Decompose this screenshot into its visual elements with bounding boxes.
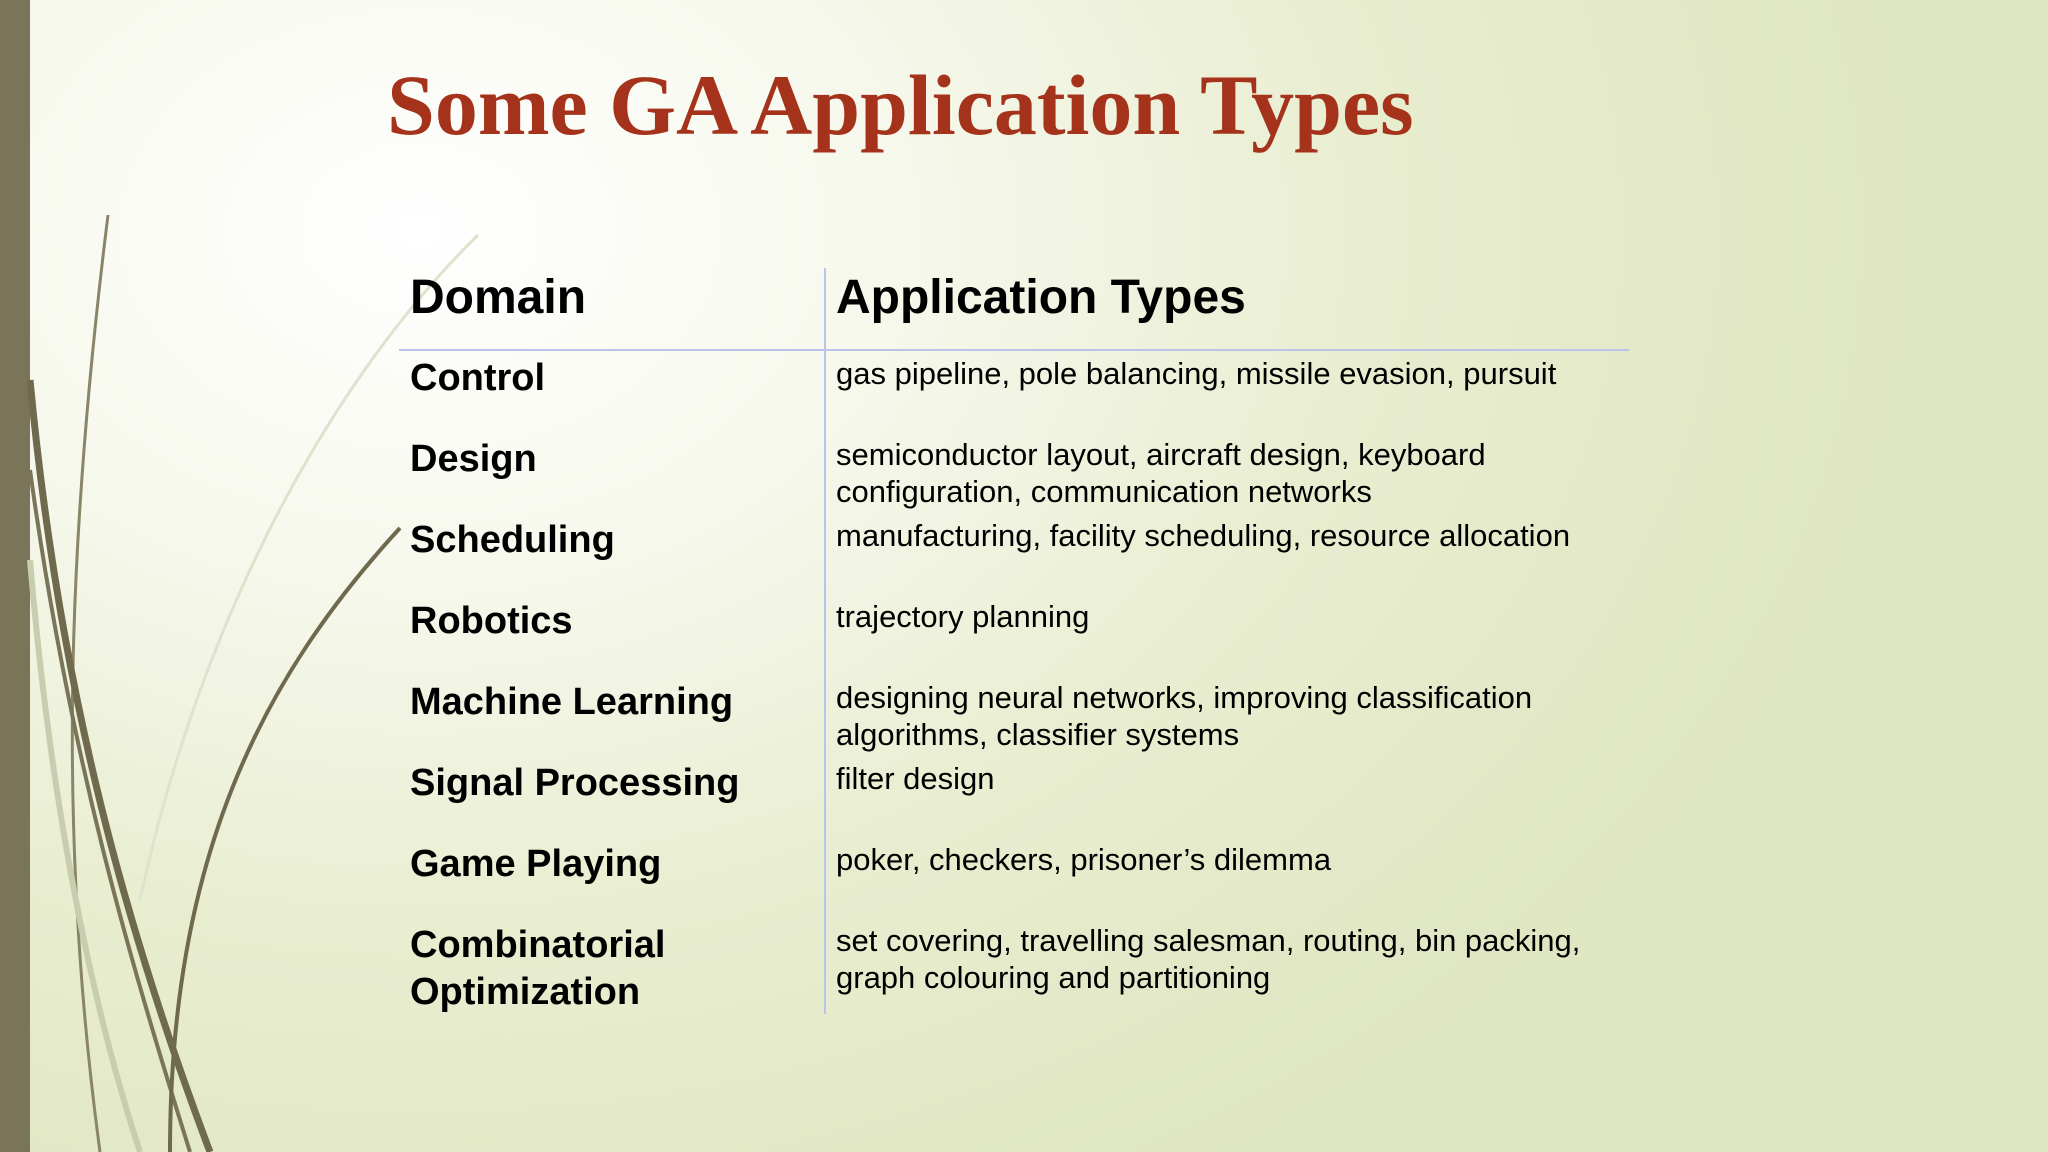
application-types-cell: semiconductor layout, aircraft design, keyboard configuration, communication networks	[836, 437, 1486, 509]
domain-cell: Signal Processing	[410, 762, 740, 804]
domain-cell: Robotics	[410, 600, 573, 642]
slide-title: Some GA Application Types	[387, 57, 1414, 153]
column-header-domain: Domain	[410, 271, 587, 324]
domain-cell: Design	[410, 438, 537, 480]
domain-cell: Machine Learning	[410, 681, 734, 723]
application-types-cell: filter design	[836, 761, 995, 796]
domain-cell: Combinatorial Optimization	[410, 924, 666, 1013]
domain-cell: Game Playing	[410, 843, 662, 885]
column-divider	[824, 268, 826, 1014]
left-accent-bar	[0, 0, 30, 1152]
application-types-cell: trajectory planning	[836, 599, 1090, 634]
header-divider	[399, 349, 1629, 351]
domain-cell: Control	[410, 357, 546, 399]
application-types-cell: manufacturing, facility scheduling, resource allocation	[836, 518, 1571, 553]
domain-cell: Scheduling	[410, 519, 615, 561]
application-types-cell: set covering, travelling salesman, routing, bin packing, graph colouring and partitioning	[836, 923, 1581, 995]
application-types-cell: designing neural networks, improving classification algorithms, classifier systems	[836, 680, 1533, 752]
application-types-cell: poker, checkers, prisoner’s dilemma	[836, 842, 1332, 877]
column-header-application-types: Application Types	[836, 271, 1246, 324]
application-types-cell: gas pipeline, pole balancing, missile evasion, pursuit	[836, 356, 1557, 391]
